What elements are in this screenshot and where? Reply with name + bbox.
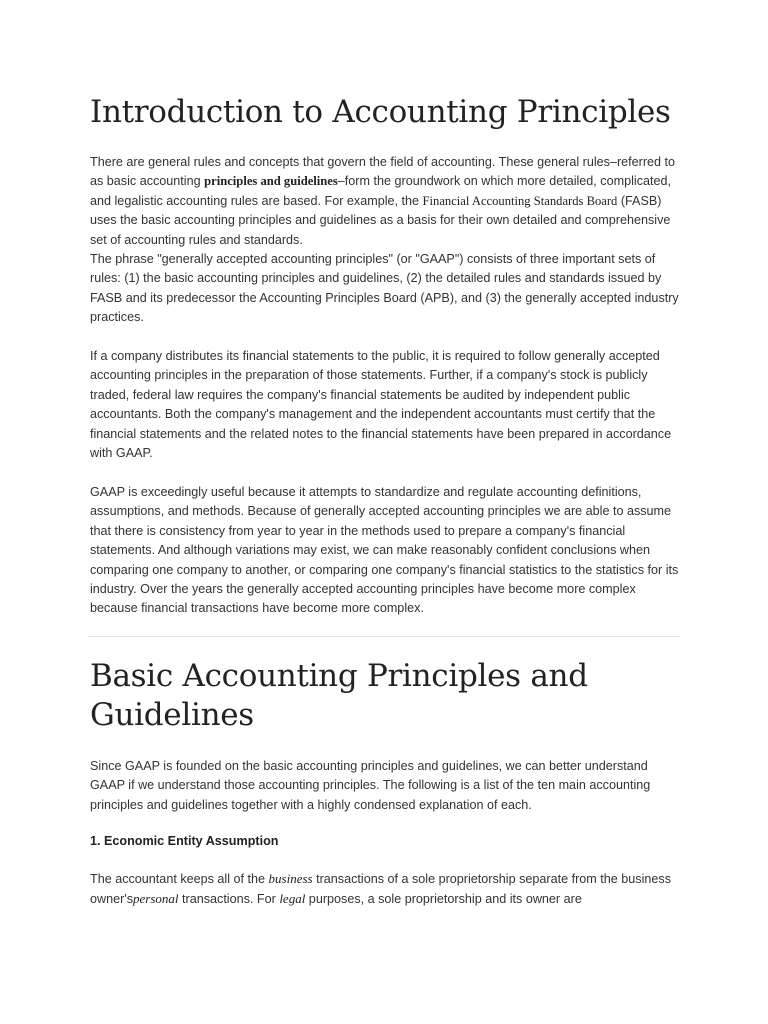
entity-emphasis-legal: legal (279, 891, 306, 907)
section-divider (88, 636, 680, 637)
intro-paragraph-3: GAAP is exceedingly useful because it attempts to standardize and regulate accounting definitions, assumptions, and methods. Because of generally accepted accounting principles we are able to assume that there is consistency from year to year in the methods used to prepare a company's financial statements. And although variations may exist, we can make reasonably confident conclusions when comparing one company to another, or comparing one company's financial statistics to the statistics for its industry. Over the years the generally accepted accounting principles have become more complex because financial transactions have become more complex. (90, 485, 679, 616)
entity-emphasis-business: business (268, 871, 313, 886)
intro-p1-text-e: (FASB) uses the basic accounting principles and guidelines as a basis for their own detailed and comprehensive set of accounting rules and standards. (90, 193, 671, 247)
section-title: Basic Accounting Principles and Guidelines (90, 658, 588, 733)
economic-entity-heading: 1. Economic Entity Assumption (90, 834, 279, 848)
entity-text-c: transactions of a sole proprietorship separate from the business owner's (90, 872, 672, 907)
intro-p1-emphasis-principles: principles and guidelines (204, 174, 338, 189)
intro-p1-text-f: The phrase "generally accepted accounting principles" (or "GAAP") consists of three important sets of rules: (1) the basic accounting principles and guidelines, (2) the detailed rules and standards issued by FASB and its predecessor the Accounting Principles Board (APB), and (3) the generally accepted industry practices. (90, 252, 679, 325)
entity-emphasis-personal: personal (133, 891, 179, 907)
entity-text-g: purposes, a sole proprietorship and its owner are (305, 892, 582, 907)
basic-principles-paragraph: Since GAAP is founded on the basic accounting principles and guidelines, we can better understand GAAP if we understand those accounting principles. The following is a list of the ten main accounting principles and guidelines together with a highly condensed explanation of each. (90, 759, 651, 812)
entity-text-a: The accountant keeps all of the (90, 872, 269, 886)
page-title: Introduction to Accounting Principles (90, 94, 671, 130)
intro-paragraph-1 (90, 153, 682, 328)
intro-paragraph-2: If a company distributes its financial statements to the public, it is required to follow generally accepted accounting principles in the preparation of those statements. Further, if a company's stock is publicly traded, federal law requires the company's financial statements be audited by independent public accountants. Both the company's management and the independent accountants must certify that the financial statements and the related notes to the financial statements have been prepared in accordance with GAAP. (90, 349, 672, 461)
intro-p1-fasb-name: Financial Accounting Standards Board (422, 193, 618, 208)
entity-text-e: transactions. For (178, 892, 280, 907)
intro-p1-text-a: There are general rules and concepts that govern the field of accounting. These general rules–referred to as basic accounting (90, 155, 676, 189)
economic-entity-paragraph (90, 869, 682, 910)
intro-p1-text-c: –form the groundwork on which more detailed, complicated, and legalistic accounting rules are based. For example, the (90, 174, 672, 208)
